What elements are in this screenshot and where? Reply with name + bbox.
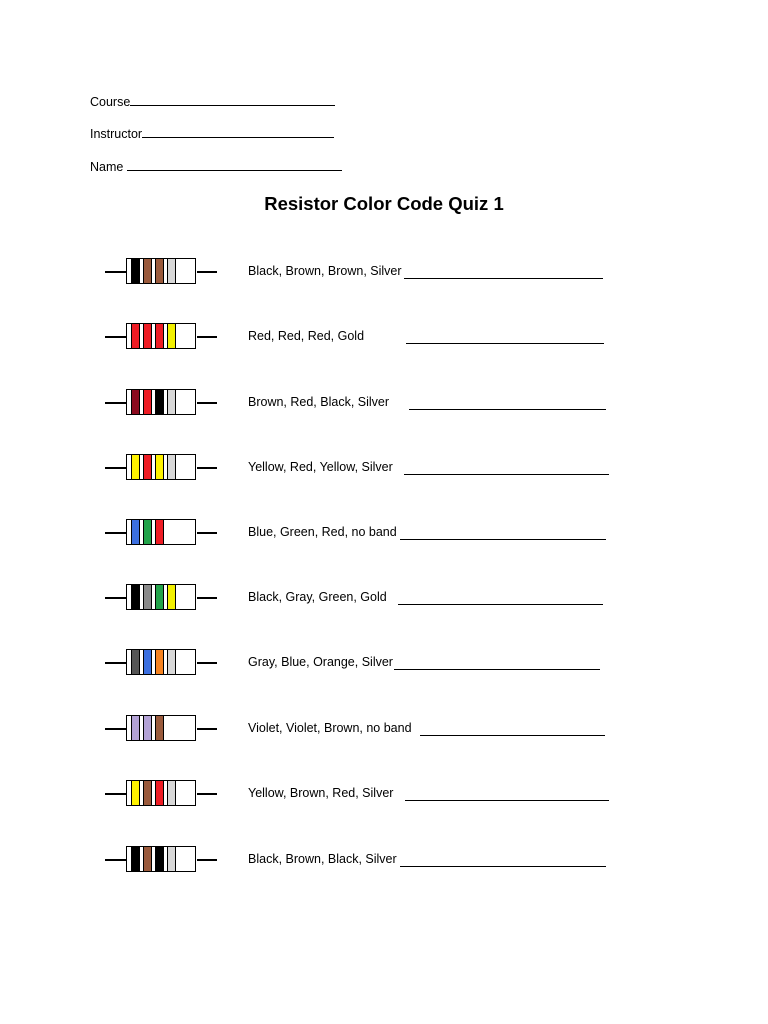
color-band-3 <box>155 390 164 414</box>
resistor-lead-left <box>105 728 127 730</box>
color-band-3 <box>155 259 164 283</box>
color-band-1 <box>131 324 140 348</box>
instructor-label: Instructor <box>90 127 143 141</box>
color-band-4 <box>167 781 176 805</box>
resistor-lead-right <box>197 728 217 730</box>
question-label: Red, Red, Red, Gold <box>248 329 365 343</box>
answer-blank[interactable] <box>404 474 609 475</box>
question-label: Gray, Blue, Orange, Silver <box>248 655 393 669</box>
quiz-question-3 <box>0 388 768 418</box>
resistor-icon <box>105 518 217 548</box>
course-label: Course <box>90 95 131 109</box>
resistor-icon <box>105 583 217 613</box>
name-field[interactable] <box>90 160 342 174</box>
quiz-question-6 <box>0 583 768 613</box>
color-band-4 <box>167 650 176 674</box>
color-band-3 <box>155 847 164 871</box>
color-band-4 <box>167 324 176 348</box>
color-band-2 <box>143 650 152 674</box>
color-band-2 <box>143 847 152 871</box>
resistor-icon <box>105 453 217 483</box>
color-band-2 <box>143 455 152 479</box>
question-label: Black, Brown, Black, Silver <box>248 852 397 866</box>
color-band-4 <box>167 455 176 479</box>
resistor-body <box>126 519 196 545</box>
resistor-body <box>126 649 196 675</box>
resistor-icon <box>105 779 217 809</box>
resistor-lead-right <box>197 662 217 664</box>
resistor-icon <box>105 388 217 418</box>
color-band-3 <box>155 324 164 348</box>
resistor-lead-left <box>105 402 127 404</box>
color-band-3 <box>155 716 164 740</box>
color-band-1 <box>131 259 140 283</box>
color-band-2 <box>143 520 152 544</box>
instructor-field[interactable] <box>90 127 334 141</box>
color-band-4 <box>167 847 176 871</box>
resistor-lead-left <box>105 336 127 338</box>
resistor-lead-right <box>197 532 217 534</box>
color-band-4 <box>167 585 176 609</box>
answer-blank[interactable] <box>404 278 603 279</box>
resistor-lead-left <box>105 532 127 534</box>
resistor-icon <box>105 648 217 678</box>
color-band-1 <box>131 390 140 414</box>
color-band-1 <box>131 585 140 609</box>
quiz-question-1 <box>0 257 768 287</box>
color-band-3 <box>155 455 164 479</box>
quiz-question-9 <box>0 779 768 809</box>
resistor-lead-right <box>197 402 217 404</box>
question-label: Blue, Green, Red, no band <box>248 525 397 539</box>
resistor-lead-right <box>197 793 217 795</box>
color-band-1 <box>131 455 140 479</box>
resistor-body <box>126 454 196 480</box>
quiz-question-5 <box>0 518 768 548</box>
resistor-body <box>126 584 196 610</box>
answer-blank[interactable] <box>394 669 600 670</box>
color-band-3 <box>155 650 164 674</box>
resistor-lead-right <box>197 467 217 469</box>
color-band-4 <box>167 259 176 283</box>
color-band-2 <box>143 324 152 348</box>
resistor-lead-left <box>105 597 127 599</box>
color-band-3 <box>155 585 164 609</box>
resistor-lead-right <box>197 336 217 338</box>
resistor-icon <box>105 845 217 875</box>
color-band-2 <box>143 390 152 414</box>
resistor-lead-left <box>105 793 127 795</box>
course-field[interactable] <box>90 95 335 109</box>
resistor-icon <box>105 714 217 744</box>
resistor-lead-left <box>105 271 127 273</box>
answer-blank[interactable] <box>400 866 606 867</box>
resistor-body <box>126 715 196 741</box>
question-label: Brown, Red, Black, Silver <box>248 395 390 409</box>
color-band-1 <box>131 650 140 674</box>
question-label: Black, Brown, Brown, Silver <box>248 264 402 278</box>
resistor-lead-left <box>105 859 127 861</box>
answer-blank[interactable] <box>420 735 605 736</box>
color-band-3 <box>155 520 164 544</box>
resistor-lead-right <box>197 597 217 599</box>
color-band-1 <box>131 520 140 544</box>
answer-blank[interactable] <box>398 604 603 605</box>
color-band-4 <box>167 390 176 414</box>
quiz-question-7 <box>0 648 768 678</box>
color-band-2 <box>143 716 152 740</box>
resistor-icon <box>105 257 217 287</box>
color-band-2 <box>143 585 152 609</box>
quiz-question-8 <box>0 714 768 744</box>
instructor-blank[interactable] <box>142 127 334 138</box>
name-blank[interactable] <box>127 160 342 171</box>
resistor-body <box>126 258 196 284</box>
resistor-lead-left <box>105 467 127 469</box>
resistor-body <box>126 780 196 806</box>
color-band-1 <box>131 847 140 871</box>
quiz-question-2 <box>0 322 768 352</box>
question-label: Yellow, Brown, Red, Silver <box>248 786 394 800</box>
color-band-1 <box>131 781 140 805</box>
answer-blank[interactable] <box>406 343 604 344</box>
question-label: Yellow, Red, Yellow, Silver <box>248 460 393 474</box>
answer-blank[interactable] <box>400 539 606 540</box>
resistor-lead-left <box>105 662 127 664</box>
color-band-1 <box>131 716 140 740</box>
resistor-icon <box>105 322 217 352</box>
question-label: Black, Gray, Green, Gold <box>248 590 387 604</box>
quiz-question-10 <box>0 845 768 875</box>
color-band-3 <box>155 781 164 805</box>
resistor-body <box>126 846 196 872</box>
quiz-question-4 <box>0 453 768 483</box>
page-title: Resistor Color Code Quiz 1 <box>264 193 504 214</box>
resistor-lead-right <box>197 271 217 273</box>
resistor-body <box>126 323 196 349</box>
answer-blank[interactable] <box>405 800 609 801</box>
color-band-2 <box>143 259 152 283</box>
question-label: Violet, Violet, Brown, no band <box>248 721 412 735</box>
answer-blank[interactable] <box>409 409 606 410</box>
course-blank[interactable] <box>130 95 335 106</box>
resistor-body <box>126 389 196 415</box>
resistor-lead-right <box>197 859 217 861</box>
name-label: Name <box>90 160 124 174</box>
color-band-2 <box>143 781 152 805</box>
